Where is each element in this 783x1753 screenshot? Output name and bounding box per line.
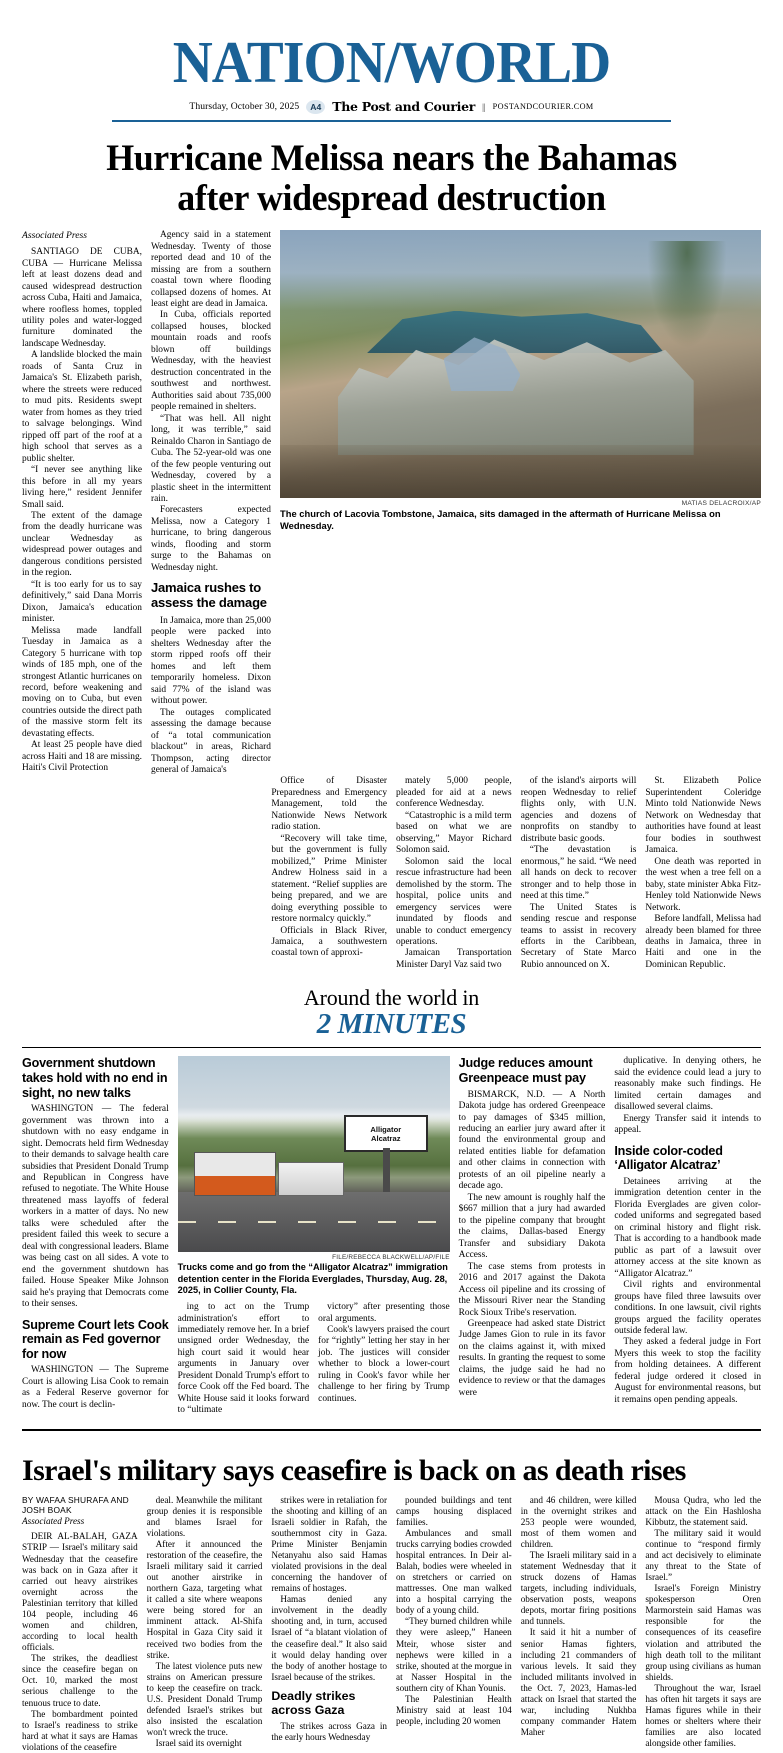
paragraph: “The devastation is enormous,” he said. “We need all hands on deck to recover stronger and to help those in need at this time.” <box>520 845 637 902</box>
paragraph: A landslide blocked the main roads of Santa Cruz in Jamaica's St. Elizabeth parish, where the streets were reduced to mud pits. Residents swept water from homes as they tried to salvage belongings. Wind ripped off part of the roof at a high school that serves as a public shelter. <box>22 350 142 464</box>
sign-post-decoration <box>383 1148 390 1192</box>
briefs-column-photo <box>178 1056 450 1416</box>
israel-column-1 <box>22 1495 138 1753</box>
paper-website-url[interactable]: POSTANDCOURIER.COM <box>492 102 594 112</box>
paragraph: mately 5,000 people, pleaded for aid at a news conference Wednesday. <box>396 776 512 810</box>
israel-column-3 <box>271 1495 387 1753</box>
brief-headline-greenpeace: Judge reduces amount Greenpeace must pay <box>458 1056 593 1086</box>
paragraph: “It is too early for us to say definitively,” said Dana Morris Dixon, Jamaica's education minister. <box>22 579 142 625</box>
paragraph: The latest violence puts new strains on American pressure to keep the ceasefire on track. U.S. President Donald Trump defended Israel's strikes but also insisted the escalation won't wreck the truce. <box>146 1660 263 1738</box>
paragraph: “Recovery will take time, but the government is fully mobilized,” Prime Minister Andrew Holness said in a statement. “Relief supplies are being prepared, and we are doing everything possible to restore normalcy quickly.” <box>271 833 388 925</box>
brief-headline-alligator-alcatraz: Inside color-coded ‘Alligator Alcatraz’ <box>614 1143 723 1173</box>
briefs-column-4 <box>614 1056 761 1416</box>
white-truck-decoration <box>278 1162 343 1195</box>
israel-column-5 <box>521 1495 637 1753</box>
alligator-alcatraz-photo <box>178 1056 450 1252</box>
briefs-subcolumn-b <box>318 1302 450 1417</box>
briefs-column-3 <box>459 1056 606 1416</box>
paragraph: It said it hit a number of senior Hamas fighters, including 21 commanders of various levels. It said they included militants involved in the Oct. 7, 2023, Hamas-led attack on Israel that started the war, including Nukhba company commander Hatem Maher <box>520 1627 637 1738</box>
page-number-badge: A4 <box>306 100 325 114</box>
paragraph: “Catastrophic is a mild term based on what we are observing,” Mayor Richard Solomon said. <box>396 810 512 856</box>
paragraph: BISMARCK, N.D. — A North Dakota judge has ordered Greenpeace to pay damages of $345 million, reducing an earlier jury award after it found the environmental group and related entities liable for defamation and other claims in connection with protests of an oil pipeline nearly a decade ago. <box>458 1089 606 1192</box>
israel-story-grid <box>22 1495 761 1753</box>
paragraph: DEIR AL-BALAH, GAZA STRIP — Israel's military said Wednesday that the ceasefire was back on in Gaza after it carried out heavy airstrikes overnight across the Palestinian territory that killed 104 people, including 46 women and children, according to local health officials. <box>22 1531 138 1653</box>
alligator-alcatraz-sign <box>344 1115 428 1152</box>
briefs-subcolumn-a <box>178 1302 310 1417</box>
paragraph: One death was reported in the west when a tree fell on a baby, state minister Abka Fitz-Henley told Nationwide News Network. <box>645 856 762 913</box>
lead-column-2-spacer <box>147 776 263 971</box>
lead-byline: Associated Press <box>22 230 87 242</box>
paragraph: The Palestinian Health Ministry said at least 104 people, including 20 women <box>396 1693 512 1727</box>
israel-byline-names: BY WAFAA SHURAFA AND JOSH BOAK <box>22 1494 129 1515</box>
briefs-sub-columns <box>178 1302 450 1417</box>
paragraph: At least 25 people have died across Haiti and 18 are missing. Haiti's Civil Protection <box>22 740 142 774</box>
paragraph: Israel's Foreign Ministry spokesperson Oren Marmorstein said Hamas was responsible for the consequences of its ceasefire violation and attributed the high death toll to the militant group using civilians as human shields. <box>645 1583 762 1682</box>
paragraph: victory” after presenting those oral arguments. <box>318 1302 450 1324</box>
paragraph: “I never see anything like this before in all my years living here,” resident Jennifer Small said. <box>22 465 142 510</box>
paragraph: The strikes across Gaza in the early hours Wednesday <box>271 1721 388 1743</box>
paragraph: Solomon said the local rescue infrastructure had been demolished by the storm. The hospital, police units and emergency services were inundated by floods and unable to conduct emergency operations. <box>396 856 512 948</box>
paragraph: The strikes, the deadliest since the ceasefire began on Oct. 10, marked the most serious challenge to the tenuous truce to date. <box>22 1653 138 1708</box>
lead-column-1-spacer <box>22 776 138 971</box>
paragraph: duplicative. In denying others, he said the evidence could lead a jury to reasonably make such findings. He limited certain damages and disallowed several claims. <box>614 1056 762 1113</box>
paragraph: Israel said its overnight <box>155 1738 242 1749</box>
orange-truck-decoration <box>194 1152 276 1195</box>
around-the-world-line1: Around the world in <box>303 985 480 1011</box>
paragraph: The case stems from protests in 2016 and 2017 against the Dakota Access oil pipeline and its crossing of the Missouri River near the Standing Rock Sioux Tribe's reservation. <box>458 1261 606 1318</box>
around-the-world-masthead <box>22 985 761 1041</box>
lead-column-5 <box>521 776 637 971</box>
road-decoration <box>178 1192 450 1253</box>
lead-column-3 <box>271 776 387 971</box>
around-the-world-line2: 2 MINUTES <box>316 1008 467 1041</box>
paragraph: Ambulances and small trucks carrying bodies crowded hospital entrances. In Deir al-Balah, bodies were wheeled in on stretchers or carried on mattresses. One man walked into a hospital carrying the body of a young child. <box>396 1527 512 1616</box>
lead-story <box>22 230 761 971</box>
paragraph: Melissa made landfall Tuesday in Jamaica as a Category 5 hurricane with top winds of 185 mph, one of the strongest Atlantic hurricanes on record, before weakening and moving on to Cuba, but even countries outside the direct path of the massive storm felt its devastating effects. <box>22 625 142 739</box>
paragraph: “That was hell. All night long, it was terrible,” said Reinaldo Charon in Santiago de Cuba. The 52-year-old was one of the few people venturing out Wednesday, covered by a plastic sheet in the intermittent rain. <box>151 413 271 504</box>
paragraph: Cook's lawyers praised the court for “rightly” letting her stay in her job. The justices will consider whether to block a lower-court ruling in Cook's favor while her challenge to her firing by Trump continues. <box>318 1325 450 1404</box>
brief-headline-supreme-court: Supreme Court lets Cook remain as Fed governor for now <box>22 1317 169 1361</box>
paragraph: Civil rights and environmental groups have filed three lawsuits over conditions. In one lawsuit, civil rights groups argued the facility operates outside federal law. <box>614 1280 762 1336</box>
paragraph: In Jamaica, more than 25,000 people were packed into shelters Wednesday after the storm ripped roofs off their homes and left them temporarily homeless. Dixon said 77% of the island was without power. <box>151 615 271 707</box>
paragraph: After it announced the restoration of the ceasefire, the Israeli military said it carried out another airstrike in northern Gaza, targeting what it called a site where weapons were being stored for an imminent attack. Al-Shifa Hospital in Gaza City said it received two bodies from the strike. <box>146 1538 263 1660</box>
brief-photo-credit: FILE/REBECCA BLACKWELL/AP/FILE <box>332 1254 450 1262</box>
paragraph: Forecasters expected Melissa, now a Category 1 hurricane, to bring dangerous winds, flooding and storm surge to the Bahamas on Wednesday night. <box>151 505 271 573</box>
paragraph: In Cuba, officials reported collapsed houses, blocked mountain roads and roofs blown off buildings Wednesday, with the heaviest destruction concentrated in the southwest and northwest. Authorities said about 735,000 people remained in shelters. <box>151 310 271 413</box>
lead-column-1 <box>22 230 142 776</box>
paragraph: They asked a federal judge in Fort Myers this week to stop the facility from holding detainees. A different federal judge ordered it closed in August for environmental reasons, but it remains open pending appeals. <box>614 1337 762 1405</box>
paragraph: Hamas denied any involvement in the deadly shooting and, in turn, accused Israel of “a blatant violation of the ceasefire deal.” It also said it would delay handing over the body of another hostage to Israel because of the strikes. <box>271 1594 388 1682</box>
paragraph: Detainees arriving at the immigration detention center in the Florida Everglades are given color-coded uniforms and segregated based on criminal history and flight risk. That is according to a handbook made public as part of a lawsuit over attorney access at the site known as “Alligator Alcatraz.” <box>614 1176 762 1279</box>
lead-subhead-jamaica: Jamaica rushes to assess the damage <box>151 580 267 611</box>
paragraph: The new amount is roughly half the $667 million that a jury had awarded to the pipeline company that brought the claims, Dallas-based Energy Transfer and subsidiary Dakota Access. <box>458 1192 606 1261</box>
israel-story-divider <box>22 1429 761 1431</box>
publication-date: Thursday, October 30, 2025 <box>189 101 300 113</box>
paragraph: strikes were in retaliation for the shooting and killing of an Israeli soldier in Rafah, the southernmost city in Gaza. Prime Minister Benjamin Netanyahu also said Hamas violated provisions in the deal concerning the handover of remains of hostages. <box>271 1494 388 1594</box>
paragraph: The Israeli military said in a statement Wednesday that it struck dozens of Hamas targets, including individuals, observation posts, weapons depots, mortar firing positions and tunnels. <box>520 1549 637 1627</box>
masthead-separator: || <box>482 101 486 112</box>
paragraph: deal. Meanwhile the militant group denies it is responsible and blames Israel for violations. <box>146 1494 263 1538</box>
paragraph: ing to act on the Trump administration's effort to immediately remove her. In a brief unsigned order Wednesday, the high court said it would hear arguments in January over President Donald Trump's effort to force Cook off the Fed board. The White House said it looks forward to “ultimate <box>177 1302 310 1416</box>
paragraph: pounded buildings and tent camps housing displaced families. <box>396 1494 512 1527</box>
section-title: NATION/WORLD <box>172 29 611 95</box>
church-roof-decoration <box>367 311 665 354</box>
paragraph: The outages complicated assessing the damage because of “a total communication blackout” in areas, Richard Thompson, acting director general of Jamaica's <box>151 707 271 775</box>
lead-column-2 <box>151 230 271 776</box>
sign-line-2: Alcatraz <box>370 1133 401 1143</box>
paragraph: The military said it would continue to “respond firmly and act decisively to eliminate any threat to the State of Israel.” <box>645 1527 762 1583</box>
israel-byline-org: Associated Press <box>22 1516 85 1527</box>
paragraph: Officials in Black River, Jamaica, a southwestern coastal town of approxi- <box>271 925 388 959</box>
paragraph: The United States is sending rescue and response teams to assist in recovery efforts in the Caribbean, Secretary of State Marco Rubio announced on X. <box>520 902 637 970</box>
israel-column-6 <box>645 1495 761 1753</box>
paragraph: Greenpeace had asked state District Judge James Gion to rule in its favor on the claims against it, with mixed results. In granting the request to some claims, the judge said he had no evidence to review or that the damages were <box>458 1318 606 1398</box>
paragraph: Before landfall, Melissa had already been blamed for three deaths in Jamaica, three in Haiti and one in the Dominican Republic. <box>645 914 762 970</box>
paragraph: Agency said in a statement Wednesday. Twenty of those reported dead and 10 of the missing are from a southern coastal town where flooding collapsed dozens of homes. At least eight are dead in Jamaica. <box>151 230 271 310</box>
paragraph: Office of Disaster Preparedness and Emergency Management, told the Nationwide News Network radio station. <box>271 776 388 833</box>
lead-story-lower <box>22 776 761 971</box>
lead-headline: Hurricane Melissa nears the Bahamas after widespread destruction <box>106 138 677 219</box>
paragraph: Jamaican Transportation Minister Daryl Vaz said two <box>396 948 512 970</box>
sign-line-1: Alligator <box>370 1124 402 1134</box>
paragraph: and 46 children, were killed in the overnight strikes and 253 people were wounded, most of them women and children. <box>520 1494 637 1549</box>
paragraph: Mousa Qudra, who led the attack on the Ein Hashlosha Kibbutz, the statement said. <box>645 1494 762 1527</box>
lead-column-6 <box>645 776 761 971</box>
lead-photo-block <box>280 230 761 776</box>
debris-foreground-decoration <box>280 445 761 499</box>
masthead-divider <box>112 120 671 122</box>
paragraph: WASHINGTON — The Supreme Court is allowing Lisa Cook to remain as a Federal Reserve governor for now. The court is declin- <box>22 1365 169 1410</box>
lead-story-upper <box>22 230 761 776</box>
lead-column-4 <box>396 776 512 971</box>
brief-headline-shutdown: Government shutdown takes hold with no end in sight, no new talks <box>22 1056 168 1100</box>
paragraph: St. Elizabeth Police Superintendent Coleridge Minto told Nationwide News Network on Wednesday that authorities have found at least four bodies in southwest Jamaica. <box>645 776 762 856</box>
paper-name: The Post and Courier <box>332 99 476 115</box>
paragraph: SANTIAGO DE CUBA, CUBA — Hurricane Melissa left at least dozens dead and caused widespread destruction across Cuba, Haiti and Jamaica, where roofless homes, toppled utility poles and water-logged furniture dominated the landscape Wednesday. <box>22 247 142 349</box>
israel-column-2 <box>147 1495 263 1753</box>
masthead <box>22 0 761 122</box>
israel-column-4 <box>396 1495 512 1753</box>
around-the-world-grid <box>22 1056 761 1416</box>
around-the-world-divider <box>22 1047 761 1048</box>
israel-headline: Israel's military says ceasefire is back on as death rises <box>22 1453 686 1487</box>
masthead-subline <box>22 99 761 114</box>
paragraph: Throughout the war, Israel has often hit targets it says are Hamas figures while in their homes or shelters where their families are also located alongside other families. <box>645 1682 762 1749</box>
hurricane-damage-photo <box>280 230 761 498</box>
lead-photo-credit: MATIAS DELACROIX/AP <box>681 500 761 508</box>
paragraph: The extent of the damage from the deadly hurricane was unclear Wednesday as widespread power outages and dangerous conditions persisted in the region. <box>22 510 142 579</box>
paragraph: WASHINGTON — The federal government was thrown into a shutdown with no easy endgame in sight. Democrats held firm Wednesday to their demands to salvage health care subsidies that President Donald Trump and Republican in Congress have refused to negotiate. The White House threatened mass layoffs of federal workers in a matter of days. No new talks were scheduled after the president failed this week to secure a deal with congressional leaders. Blame was being cast on all sides. A vote to end the government shutdown has failed. House Speaker Mike Johnson said he's praying that Democrats come to their senses. <box>22 1104 169 1310</box>
lead-photo-caption: The church of Lacovia Tombstone, Jamaica, sits damaged in the aftermath of Hurricane Melissa on Wednesday. <box>280 508 721 531</box>
paragraph: Energy Transfer said it intends to appeal. <box>614 1113 762 1136</box>
paragraph: “They burned children while they were asleep,” Haneen Mteir, whose sister and nephews were killed in a strike, shouted at the morgue in at Nasser Hospital in the southern city of Khan Younis. <box>396 1616 512 1693</box>
brief-photo-caption: Trucks come and go from the “Alligator Alcatraz” immigration detention center in the Florida Everglades, Thursday, Aug. 28, 2025, in Collier County, Fla. <box>177 1262 448 1295</box>
briefs-column-1 <box>22 1056 169 1416</box>
israel-subhead-deadly-strikes: Deadly strikes across Gaza <box>271 1688 356 1718</box>
paragraph: The bombardment pointed to Israel's readiness to strike hard at what it says are Hamas violations of the ceasefire <box>22 1708 138 1752</box>
paragraph: of the island's airports will reopen Wednesday to relief flights only, with U.N. agencies and dozens of nonprofits on standby to distribute basic goods. <box>520 776 637 844</box>
